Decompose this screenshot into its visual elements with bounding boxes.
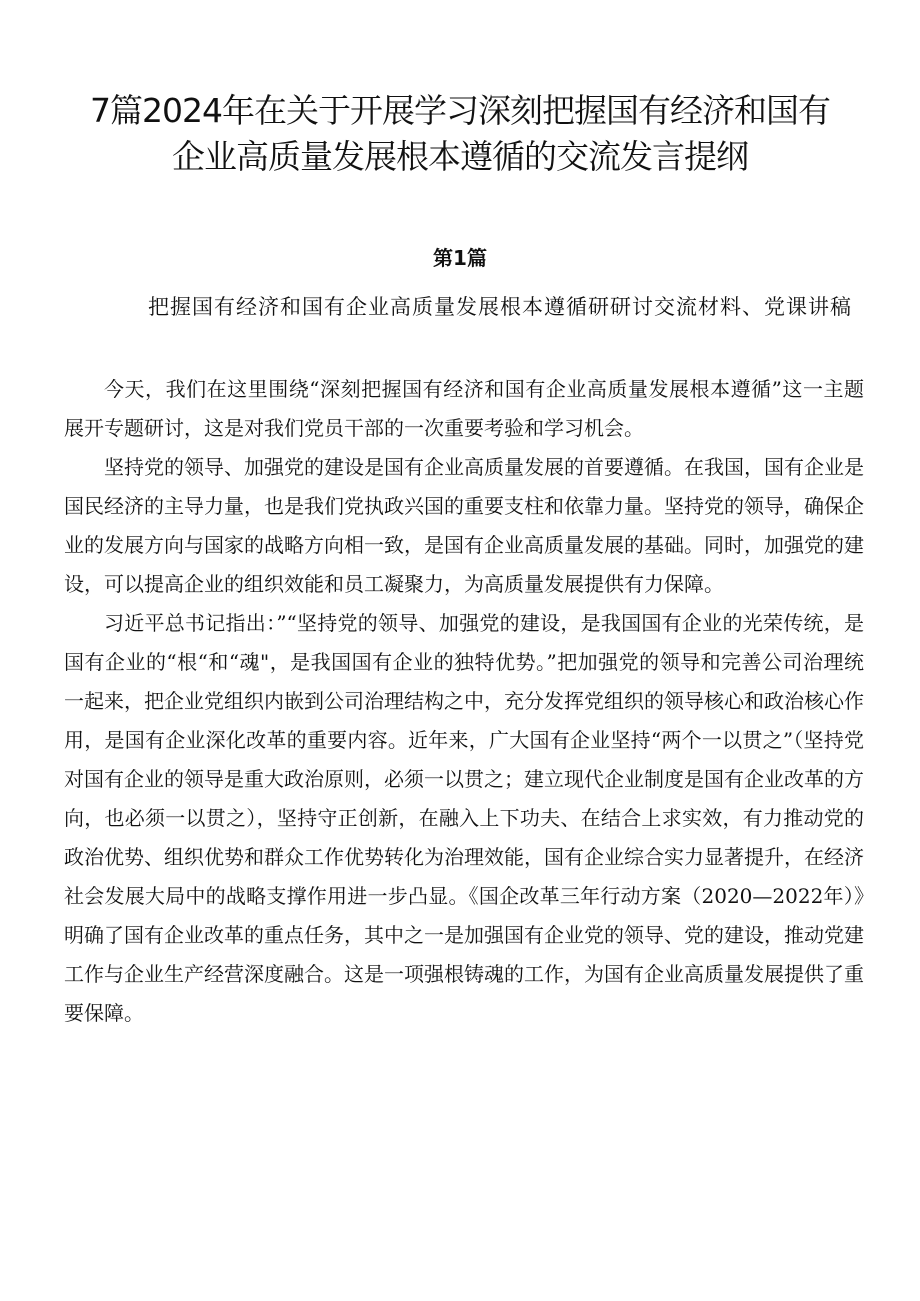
paragraph-2: 坚持党的领导、加强党的建设是国有企业高质量发展的首要遵循。在我国，国有企业是国民经济的主导力量，也是我们党执政兴国的重要支柱和依靠力量。坚持党的领导，确保企业的发展方向与国家的战略方向相一致，是国有企业高质量发展的基础。同时，加强党的建设，可以提高企业的组织效能和员工凝聚力，为高质量发展提供有力保障。 xyxy=(64,455,864,596)
title-line-2: 企业高质量发展根本遵循的交流发言提纲 xyxy=(172,137,748,176)
paragraph-3: 习近平总书记指出：”“坚持党的领导、加强党的建设，是我国国有企业的光荣传统，是国有企业的“根“和“魂"，是我国国有企业的独特优势。”把加强党的领导和完善公司治理统一起来，把企业党组织内嵌到公司治理结构之中，充分发挥党组织的领导核心和政治核心作用，是国有企业深化改革的重要内容。近年来，广大国有企业坚持“两个一以贯之”（坚持党对国有企业的领导是重大政治原则，必须一以贯之；建立现代企业制度是国有企业改革的方向，也必须一以贯之），坚持守正创新，在融入上下功夫、在结合上求实效，有力推动党的政治优势、组织优势和群众工作优势转化为治理效能，国有企业综合实力显著提升，在经济社会发展大局中的战略支撑作用进一步凸显。《国企改革三年行动方案（2020—2022年）》明确了国有企业改革的重点任务，其中之一是加强国有企业党的领导、党的建设，推动党建工作与企业生产经营深度融合。这是一项强根铸魂的工作，为国有企业高质量发展提供了重要保障。 xyxy=(64,611,864,1025)
section-subtitle: 把握国有经济和国有企业高质量发展根本遵循研研讨交流材料、党课讲稿 xyxy=(148,295,852,319)
title-line-1: 7篇2024年在关于开展学习深刻把握国有经济和国有 xyxy=(90,91,830,130)
document-body xyxy=(64,370,864,1033)
section-heading: 第1篇 xyxy=(433,246,487,270)
document-title xyxy=(60,88,860,180)
paragraph-1: 今天，我们在这里围绕“深刻把握国有经济和国有企业高质量发展根本遵循”这一主题展开专题研讨，这是对我们党员干部的一次重要考验和学习机会。 xyxy=(64,377,864,440)
